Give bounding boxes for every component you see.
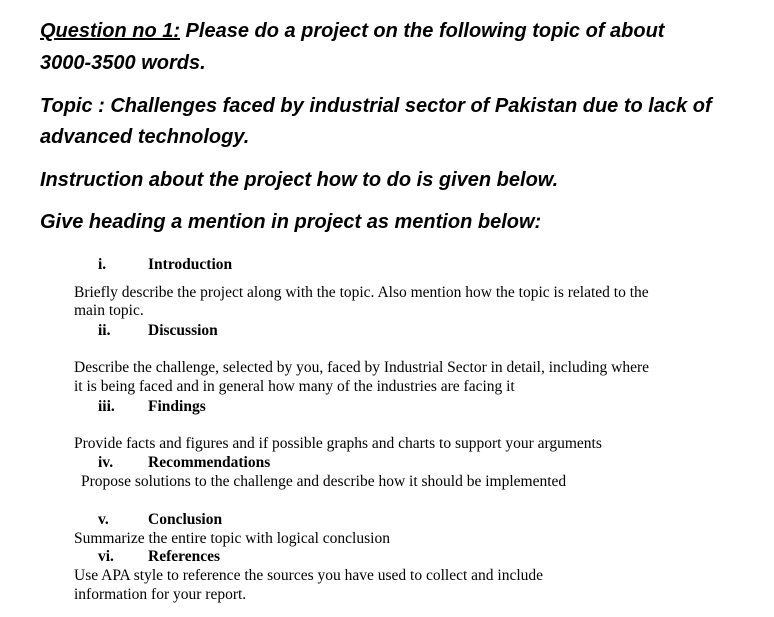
section-heading-conclusion: Conclusion [148, 511, 223, 528]
section-description-line: Briefly describe the project along with the topic. Also mention how the topic is related to the [74, 284, 649, 301]
topic-line-1: Topic : Challenges faced by industrial sector of Pakistan due to lack of [40, 95, 712, 117]
question-label: Question no 1: [40, 20, 180, 42]
section-description-line: Propose solutions to the challenge and describe how it should be implemented [81, 473, 567, 490]
question-text: Please do a project on the following topic of about [180, 20, 665, 42]
topic-line-2: advanced technology. [40, 126, 250, 148]
section-heading-discussion: Discussion [148, 322, 218, 339]
instruction-line: Instruction about the project how to do is given below. [40, 169, 559, 191]
section-heading-findings: Findings [148, 398, 206, 415]
question-line [40, 21, 664, 41]
heading-note: Give heading a mention in project as mention below: [40, 211, 542, 233]
section-heading-references: References [148, 548, 221, 565]
question-text-continued: 3000-3500 words. [40, 52, 206, 74]
section-number: i. [98, 256, 107, 273]
section-number: v. [98, 511, 109, 528]
section-description-line: information for your report. [74, 586, 247, 603]
section-description-line: main topic. [74, 302, 144, 319]
section-number: ii. [98, 322, 111, 339]
section-description-line: Describe the challenge, selected by you, faced by Industrial Sector in detail, including where [74, 359, 650, 376]
section-number: iv. [98, 454, 114, 471]
section-description-line: Provide facts and figures and if possible graphs and charts to support your arguments [74, 435, 602, 452]
section-description-line: Summarize the entire topic with logical conclusion [74, 530, 390, 547]
section-number: vi. [98, 548, 114, 565]
section-heading-recommendations: Recommendations [148, 454, 271, 471]
section-heading-introduction: Introduction [148, 256, 233, 273]
section-description-line: Use APA style to reference the sources you have used to collect and include [74, 567, 544, 584]
section-number: iii. [98, 398, 115, 415]
section-description-line: it is being faced and in general how many of the industries are facing it [74, 378, 515, 395]
